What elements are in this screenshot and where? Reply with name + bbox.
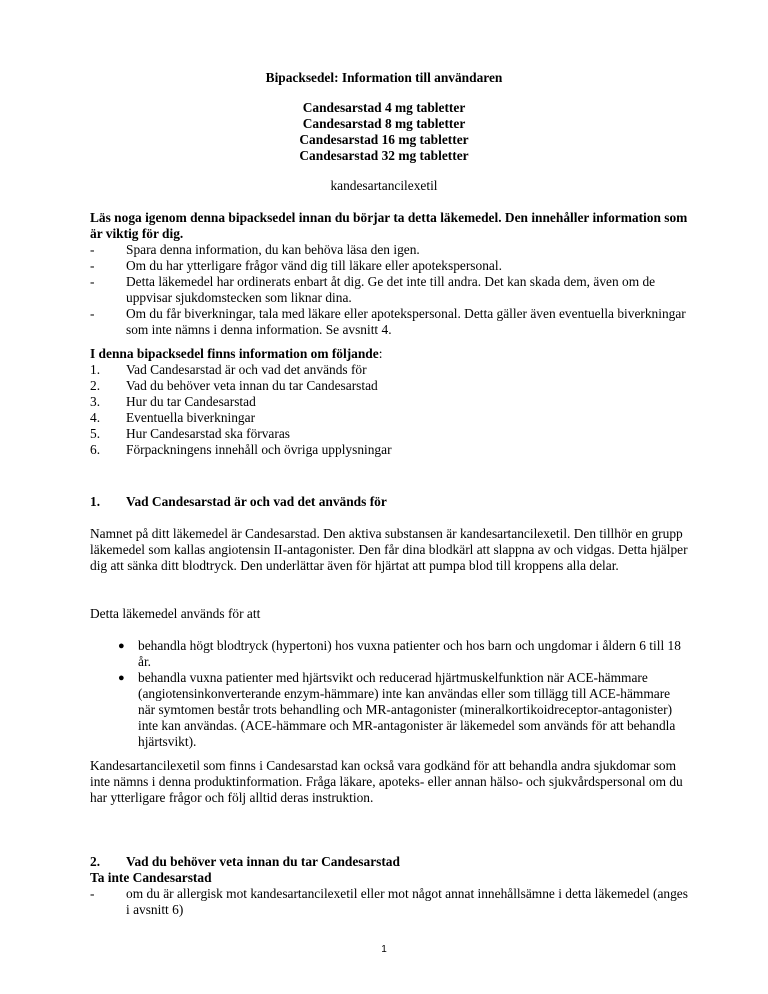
active-substance: kandesartancilexetil <box>330 178 438 193</box>
bullet-item: ● behandla vuxna patienter med hjärtsvikt och reducerad hjärtmuskelfunktion när ACE-hämmare (angiotensinkonverterande enzym-hämmare) inte kan användas eller som tillägg till ACE-hämmare när symtomen består trots behandling och MR-antagonister (mineralkortikoidreceptor-antagonister) inte kan användas. (ACE-hämmare och MR-antagonister är läkemedel som används för att behandla hjärtsvikt). <box>118 670 676 749</box>
list-item: - Om du har ytterligare frågor vänd dig till läkare eller apotekspersonal. <box>90 258 502 273</box>
toc-item: 5. Hur Candesarstad ska förvaras <box>90 426 290 441</box>
list-item: - Detta läkemedel har ordinerats enbart åt dig. Ge det inte till andra. Det kan skada dem, även om de uppvisar sjukdomstecken som liknar dina. <box>90 274 656 305</box>
list-item: - om du är allergisk mot kandesartancilexetil eller mot något annat innehållsämne i detta läkemedel (anges i avsnitt 6) <box>90 886 688 917</box>
section-1-heading: 1. Vad Candesarstad är och vad det används för <box>90 494 387 509</box>
intro-warning: Läs noga igenom denna bipacksedel innan du börjar ta detta läkemedel. Den innehåller information som är viktig för dig. <box>90 210 688 241</box>
section-2-list <box>90 886 690 918</box>
page-number: 1 <box>381 944 387 955</box>
intro-block <box>90 210 690 338</box>
section-1-paragraph: Kandesartancilexetil som finns i Candesarstad kan också vara godkänd för att behandla andra sjukdomar som inte nämns i denna produktinformation. Fråga läkare, apoteks- eller annan hälso- och sjukvårdspersonal om du har ytterligare frågor och följ alltid deras instruktion. <box>90 758 683 805</box>
list-item: - Om du får biverkningar, tala med läkare eller apotekspersonal. Detta gäller även eventuella biverkningar som inte nämns i denna information. Se avsnitt 4. <box>90 306 686 337</box>
product-name: Candesarstad 16 mg tabletter <box>299 132 469 147</box>
section-1-paragraph: Detta läkemedel används för att <box>90 606 261 621</box>
document-title: Bipacksedel: Information till användaren <box>265 70 503 85</box>
section-2-heading: 2. Vad du behöver veta innan du tar Candesarstad <box>90 854 400 869</box>
list-item: - Spara denna information, du kan behöva läsa den igen. <box>90 242 420 257</box>
toc-item: 1. Vad Candesarstad är och vad det används för <box>90 362 367 377</box>
toc-item: 4. Eventuella biverkningar <box>90 410 256 425</box>
section-1-bullets <box>90 638 690 750</box>
toc-item: 3. Hur du tar Candesarstad <box>90 394 256 409</box>
toc-item: 2. Vad du behöver veta innan du tar Candesarstad <box>90 378 378 393</box>
toc-heading: I denna bipacksedel finns information om följande: <box>90 346 383 361</box>
product-name: Candesarstad 8 mg tabletter <box>302 116 466 131</box>
product-list <box>0 100 768 164</box>
toc-item: 6. Förpackningens innehåll och övriga upplysningar <box>90 442 392 457</box>
bullet-item: ● behandla högt blodtryck (hypertoni) hos vuxna patienter och hos barn och ungdomar i åldern 6 till 18 år. <box>118 638 681 669</box>
product-name: Candesarstad 32 mg tabletter <box>299 148 469 163</box>
product-name: Candesarstad 4 mg tabletter <box>302 100 466 115</box>
section-1-paragraph: Namnet på ditt läkemedel är Candesarstad. Den aktiva substansen är kandesartancilexetil. Den tillhör en grupp läkemedel som kallas angiotensin II-antagonister. Den får dina blodkärl att slappna av och vidgas. Detta hjälper dig att sänka ditt blodtryck. Den underlättar även för hjärtat att pumpa blod till kroppens alla delar. <box>90 526 688 573</box>
section-2-subheading: Ta inte Candesarstad <box>90 870 212 885</box>
table-of-contents <box>90 346 690 458</box>
